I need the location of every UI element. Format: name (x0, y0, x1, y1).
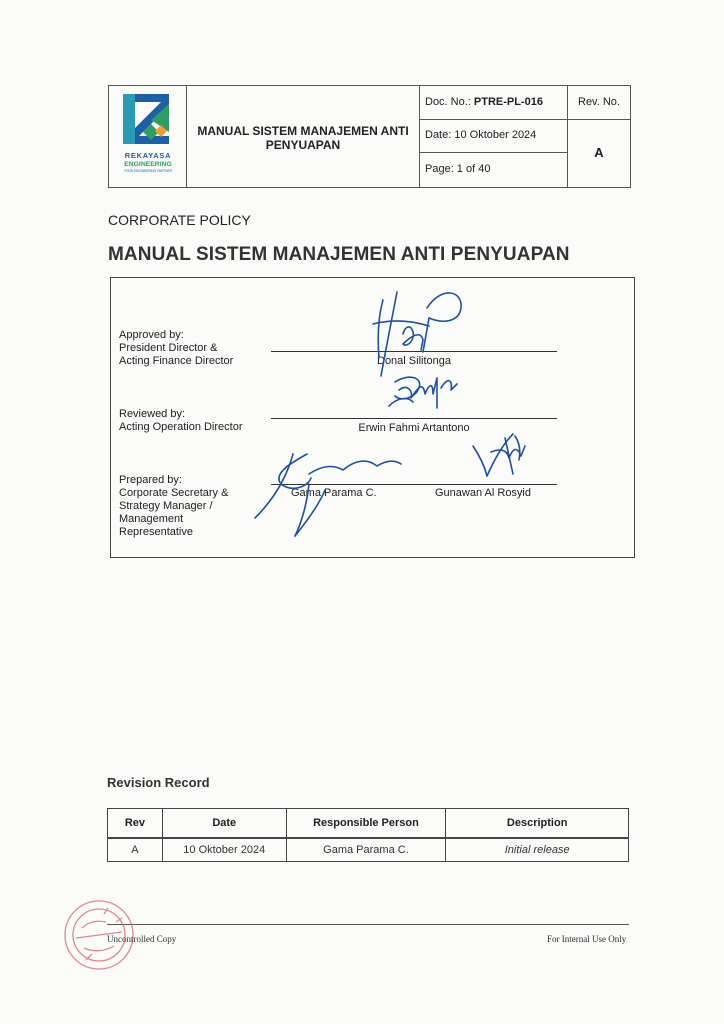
approval-box (110, 277, 635, 558)
signature-gama-icon (255, 454, 401, 536)
prepared-by-role-3: Management (119, 513, 184, 525)
col-date-header: Date (162, 809, 286, 839)
doc-date: Date: 10 Oktober 2024 (425, 129, 537, 141)
logo-brand-line1: REKAYASA (124, 151, 172, 160)
prepared-by-role-1: Corporate Secretary & (119, 487, 229, 499)
logo-tagline: YOUR ENGINEERING PARTNER (123, 169, 173, 173)
prepared-by-role-2: Strategy Manager / (119, 500, 213, 512)
document-header (108, 85, 631, 188)
col-person-header: Responsible Person (286, 809, 446, 839)
approved-by-role-1: President Director & (119, 342, 218, 354)
preparer-name-1: Gama Parama C. (291, 487, 377, 499)
doc-number (425, 96, 543, 108)
signature-erwin-icon (389, 377, 457, 408)
col-rev-header: Rev (108, 809, 163, 839)
document-title: MANUAL SISTEM MANAJEMEN ANTI PENYUAPAN (108, 244, 570, 265)
footer-divider (107, 924, 629, 925)
rev-no-value: A (594, 145, 604, 160)
revision-table-header (108, 809, 629, 839)
company-logo (121, 92, 175, 180)
table-row (108, 838, 629, 862)
footer-internal-use: For Internal Use Only (547, 934, 627, 944)
doc-page: Page: 1 of 40 (425, 163, 491, 175)
col-description-header: Description (446, 809, 629, 839)
prepared-by-label: Prepared by: (119, 474, 182, 486)
signature-gunawan-icon (473, 434, 525, 476)
revision-record-heading: Revision Record (107, 775, 210, 790)
rev-no-label: Rev. No. (578, 96, 620, 108)
approver-name: Donal Silitonga (377, 355, 451, 367)
cell-date: 10 Oktober 2024 (162, 838, 286, 862)
doc-number-label: Doc. No.: (425, 96, 474, 108)
prepared-by-role-4: Representative (119, 526, 193, 538)
approved-by-role-2: Acting Finance Director (119, 355, 234, 367)
signatures-overlay (111, 278, 634, 557)
reviewer-name: Erwin Fahmi Artantono (358, 422, 470, 434)
preparer-name-2: Gunawan Al Rosyid (435, 487, 531, 499)
logo-brand-line2: ENGINEERING (124, 161, 172, 168)
header-title: MANUAL SISTEM MANAJEMEN ANTI PENYUAPAN (197, 124, 409, 152)
doc-number-value: PTRE-PL-016 (473, 96, 543, 108)
cell-person: Gama Parama C. (286, 838, 446, 862)
signature-donal-icon (373, 292, 461, 376)
footer-uncontrolled-copy: Uncontrolled Copy (107, 934, 177, 944)
document-category: CORPORATE POLICY (108, 212, 251, 228)
rekayasa-engineering-logo-icon (121, 92, 175, 180)
revision-table (107, 808, 629, 862)
reviewed-by-role: Acting Operation Director (119, 421, 243, 433)
approved-by-label: Approved by: (119, 329, 184, 341)
cell-rev: A (108, 838, 163, 862)
reviewed-by-label: Reviewed by: (119, 408, 186, 420)
cell-description: Initial release (446, 838, 629, 862)
